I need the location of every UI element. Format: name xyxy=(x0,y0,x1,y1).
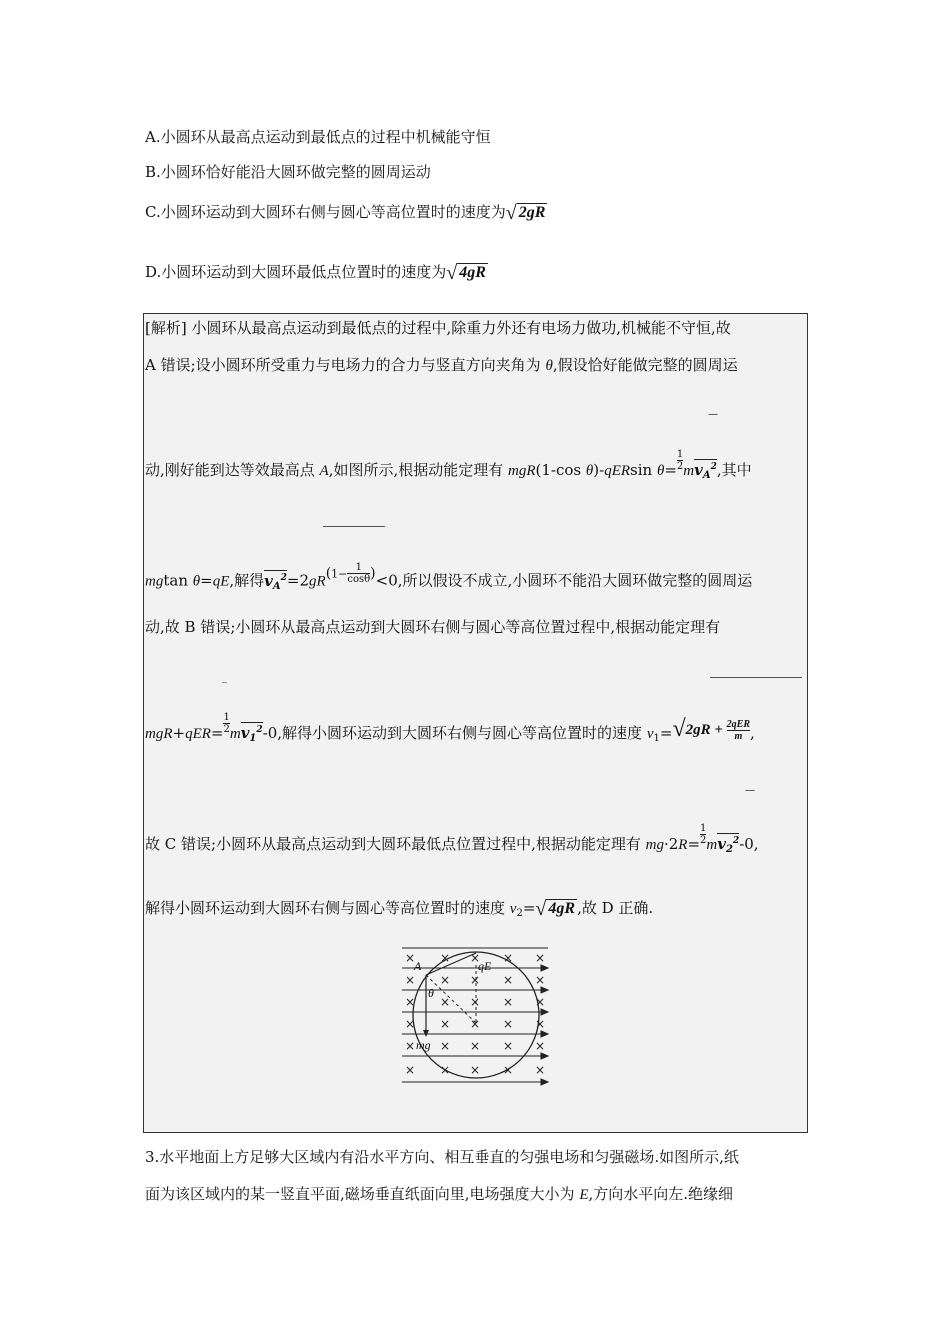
analysis-line-3: 动,刚好能到达等效最高点 A,如图所示,根据动能定理有 mgR(1-cos θ)-qERsin θ= $\frac{1}{2}$ $mv_A^2$,其中 xyxy=(145,449,752,481)
svg-text:×: × xyxy=(470,973,481,987)
svg-text:×: × xyxy=(440,973,451,987)
svg-text:×: × xyxy=(405,1017,416,1031)
va-squared-2: $v_A^2$ xyxy=(264,571,287,592)
svg-text:×: × xyxy=(440,1063,451,1077)
svg-text:×: × xyxy=(440,1017,451,1031)
svg-text:×: × xyxy=(405,1039,416,1053)
svg-text:×: × xyxy=(503,995,514,1009)
svg-text:×: × xyxy=(503,973,514,987)
svg-text:×: × xyxy=(405,995,416,1009)
svg-text:×: × xyxy=(405,951,416,965)
svg-text:×: × xyxy=(470,1063,481,1077)
radical-bar-2 xyxy=(710,677,802,678)
sqrt-2gR: √ 2gR xyxy=(505,202,546,224)
option-b: B.小圆环恰好能沿大圆环做完整的圆周运动 xyxy=(145,163,431,181)
sqrt-v1: √2gR + $\frac{\text{2qER}}{m}$ xyxy=(672,716,751,743)
analysis-line-2: A 错误;设小圆环所受重力与电场力的合力与竖直方向夹角为 θ,假设恰好能做完整的圆周运 xyxy=(145,356,738,374)
analysis-line-1: [解析] 小圆环从最高点运动到最低点的过程中,除重力外还有电场力做功,机械能不守恒,故 xyxy=(145,319,731,337)
svg-text:×: × xyxy=(440,1039,451,1053)
svg-text:×: × xyxy=(535,1063,546,1077)
question-3-line-1: 3.水平地面上方足够大区域内有沿水平方向、相互垂直的匀强电场和匀强磁场.如图所示,纸 xyxy=(145,1148,739,1166)
analysis-line-5: 动,故 B 错误;小圆环从最高点运动到大圆环右侧与圆心等高位置过程中,根据动能定理有 xyxy=(145,618,721,636)
svg-text:×: × xyxy=(470,1017,481,1031)
label-mg: mg xyxy=(416,1038,431,1052)
svg-text:×: × xyxy=(535,973,546,987)
svg-text:×: × xyxy=(503,951,514,965)
field-figure xyxy=(400,945,552,1090)
svg-text:×: × xyxy=(535,995,546,1009)
svg-text:×: × xyxy=(503,1063,514,1077)
label-theta: θ xyxy=(428,986,434,1000)
svg-text:×: × xyxy=(535,951,546,965)
svg-text:×: × xyxy=(470,995,481,1009)
v2-squared: $v_2^2$ xyxy=(717,835,740,855)
svg-text:×: × xyxy=(470,951,481,965)
analysis-line-4: mgtan θ=qE,解得$v_A^2=2gR(1-$ $\frac{1}{\cos\theta}$ )<0,所以假设不成立,小圆环不能沿大圆环做完整的圆周运 xyxy=(145,562,753,592)
svg-text:×: × xyxy=(535,1017,546,1031)
field-diagram-svg xyxy=(400,945,552,1090)
radical-bar xyxy=(323,526,385,527)
overline-mark-3: — xyxy=(745,785,755,796)
svg-text:×: × xyxy=(470,1039,481,1053)
analysis-line-7: 故 C 错误;小圆环从最高点运动到大圆环最低点位置过程中,根据动能定理有 mg·2R= $\frac{1}{2}$ $mv_2^2-0$, xyxy=(145,823,759,855)
paren-expr: (1− $\frac{1}{\cos\theta}$ ) xyxy=(325,562,376,585)
option-c-text: C.小圆环运动到大圆环右侧与圆心等高位置时的速度为 xyxy=(145,203,506,221)
analysis-line-8: 解得小圆环运动到大圆环右侧与圆心等高位置时的速度 $v_2=√$ 4gR ,故 D 正确. xyxy=(145,898,654,920)
option-d xyxy=(145,262,488,283)
option-c xyxy=(145,202,547,223)
label-qE: qE xyxy=(478,959,492,973)
svg-text:×: × xyxy=(503,1039,514,1053)
svg-text:×: × xyxy=(503,1017,514,1031)
sqrt-4gR: √ 4gR xyxy=(446,262,486,284)
option-d-text: D.小圆环运动到大圆环最低点位置时的速度为 xyxy=(145,263,447,281)
svg-text:×: × xyxy=(440,951,451,965)
va-squared: $v_A^2$ xyxy=(694,461,717,481)
sqrt-4gR-2: √ 4gR xyxy=(535,898,576,920)
overline-mark: — xyxy=(708,409,718,420)
question-3-line-2: 面为该区域内的某一竖直平面,磁场垂直纸面向里,电场强度大小为 E,方向水平向左.绝缘细 xyxy=(145,1185,734,1203)
svg-text:×: × xyxy=(535,1039,546,1053)
svg-text:×: × xyxy=(405,973,416,987)
v1-squared: $v_1^2$ xyxy=(240,724,263,744)
overline-mark-2: _ xyxy=(222,672,227,683)
svg-text:×: × xyxy=(405,1063,416,1077)
svg-text:×: × xyxy=(440,995,451,1009)
analysis-line-6: mgR+qER= $\frac{1}{2}$ $mv_1^2-0$,解得小圆环运动到大圆环右侧与圆心等高位置时的速度 $v_1=√2gR$ + $\frac{\text{2qER}}{m}$ , xyxy=(145,712,755,744)
fraction-half: $\frac{1}{2}$ xyxy=(676,449,684,472)
label-A: A xyxy=(414,959,422,973)
option-a: A.小圆环从最高点运动到最低点的过程中机械能守恒 xyxy=(145,128,491,146)
